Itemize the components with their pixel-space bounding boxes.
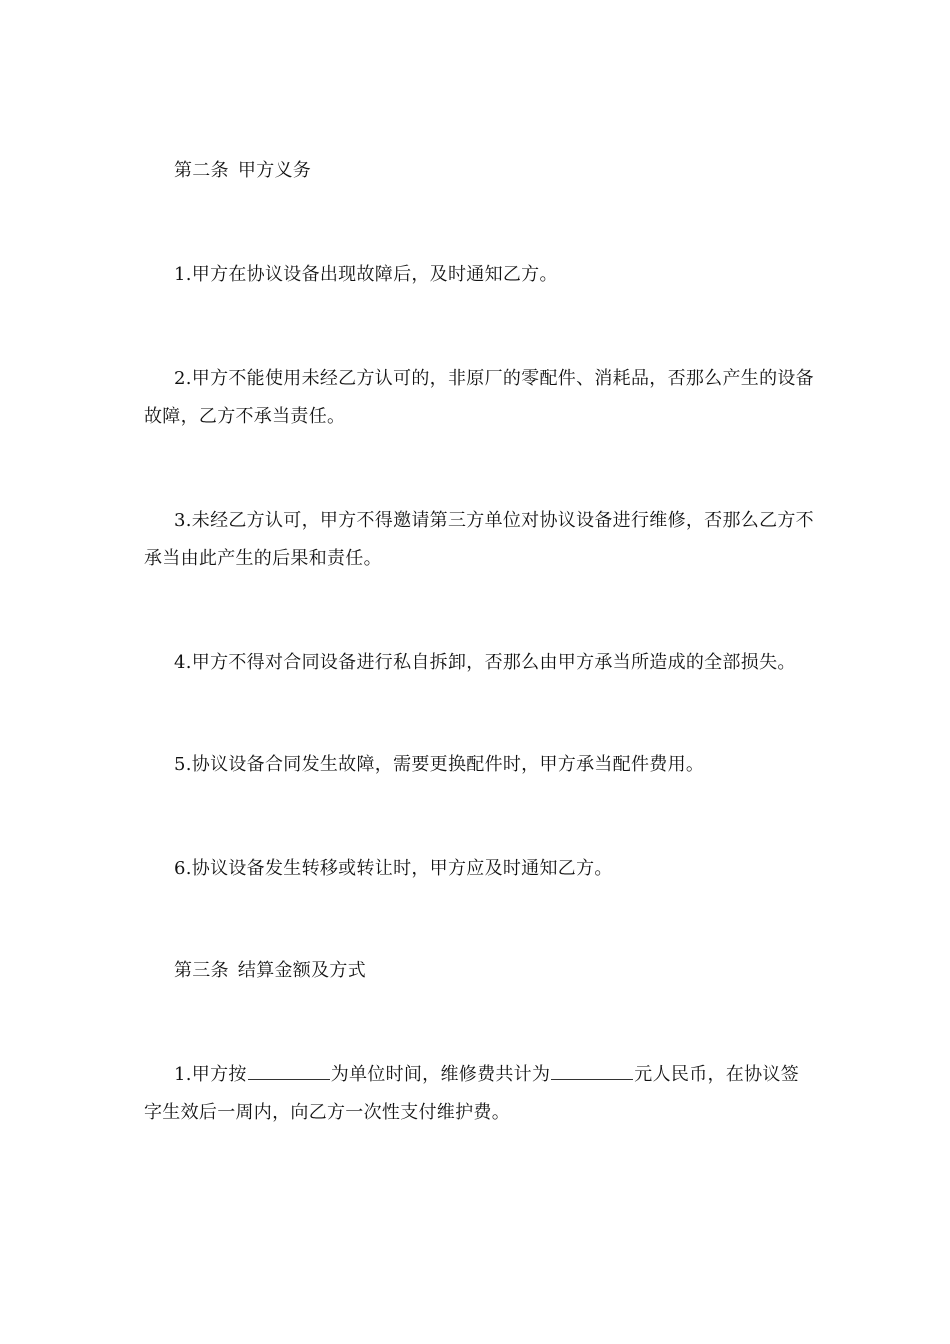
section3-heading	[144, 952, 816, 990]
unit-time-blank[interactable]	[248, 1059, 330, 1080]
section3-item-1	[144, 1056, 816, 1132]
section2-item-4: 4.甲方不得对合同设备进行私自拆卸，否那么由甲方承当所造成的全部损失。	[174, 652, 796, 673]
section3-title: 结算金额及方式	[237, 960, 367, 981]
section2-item-1: 1.甲方在协议设备出现故障后，及时通知乙方。	[174, 264, 558, 285]
section3-item-1-part3: 元人民币，在协议签字生效后一周内，向乙方一次性支付维护费。	[144, 1064, 799, 1123]
section3-number: 第三条	[174, 960, 229, 981]
fee-amount-blank[interactable]	[551, 1059, 633, 1080]
section3-item-1-part2: 为单位时间，维修费共计为	[330, 1064, 551, 1085]
section2-item-2: 2.甲方不能使用未经乙方认可的，非原厂的零配件、消耗品，否那么产生的设备故障，乙方不承当责任。	[144, 368, 814, 427]
section3-item-1-part1: 1.甲方按	[174, 1064, 247, 1085]
section2-heading	[144, 152, 816, 190]
section2-item-5: 5.协议设备合同发生故障，需要更换配件时，甲方承当配件费用。	[174, 754, 705, 775]
section2-number: 第二条	[174, 160, 229, 181]
section2-item-3: 3.未经乙方认可，甲方不得邀请第三方单位对协议设备进行维修，否那么乙方不承当由此产生的后果和责任。	[144, 510, 814, 569]
section2-item-6: 6.协议设备发生转移或转让时，甲方应及时通知乙方。	[174, 858, 613, 879]
section2-title: 甲方义务	[237, 160, 312, 181]
